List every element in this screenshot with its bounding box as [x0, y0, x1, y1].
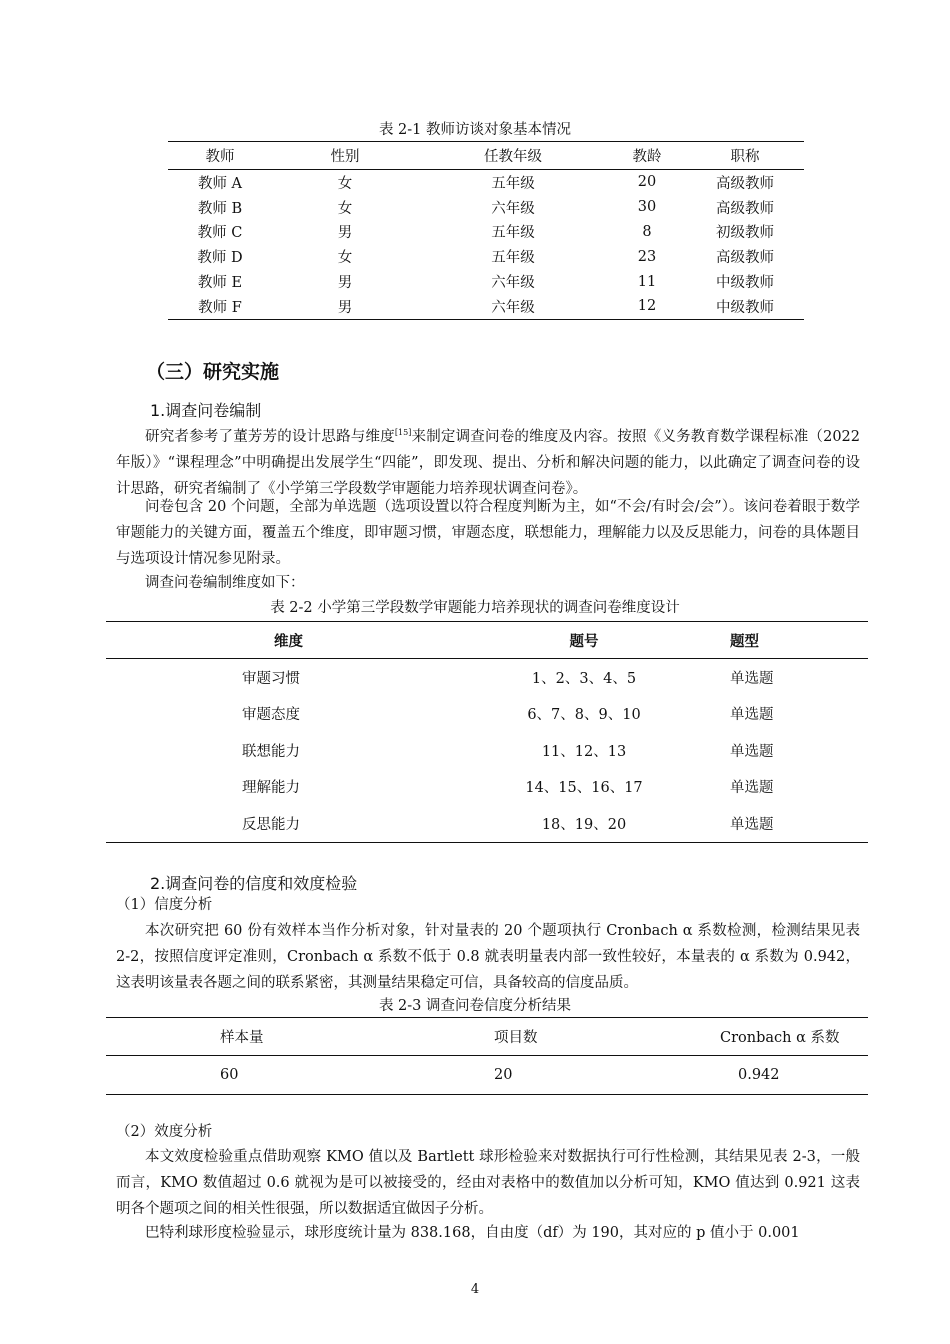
column-header: 题号 [446, 622, 722, 659]
table-cell: 高级教师 [716, 200, 774, 217]
table-cell: 中级教师 [716, 299, 774, 316]
table-cell: 理解能力 [242, 780, 300, 797]
table-cell: 女 [337, 250, 353, 267]
table-cell: 初级教师 [716, 225, 774, 242]
paragraph: 调查问卷编制维度如下： [145, 575, 305, 591]
table-cell: 教师 E [197, 275, 243, 292]
table-cell: 30 [637, 199, 657, 216]
column-header: 维度 [106, 622, 446, 659]
table-cell: 12 [637, 298, 657, 315]
table-cell: 六年级 [491, 275, 535, 292]
paragraph: 本次研究把 60 份有效样本当作分析对象，针对量表的 20 个题项执行 Cronbach α 系数检测，检测结果见表 2-2，按照信度评定准则，Cronbach α 系数不低于 0.8 就表明量表内部一致性较好，本量表的 α 系数为 0.942，这表明该量表各题之间的联系紧密，其测量结果稳定可信，具备较高的信度品质。 [116, 923, 860, 991]
column-header: 职称 [686, 142, 804, 170]
table-cell: 五年级 [491, 175, 535, 192]
table-cell: 教师 D [197, 250, 243, 267]
table-cell: 中级教师 [716, 275, 774, 292]
table-cell: 六年级 [491, 299, 535, 316]
paragraph: 巴特利球形度检验显示，球形度统计量为 838.168，自由度（df）为 190，其对应的 p 值小于 0.001 [145, 1225, 800, 1241]
subsection-heading: 1.调查问卷编制 [150, 401, 262, 420]
table-row [106, 696, 868, 733]
table-header-row [168, 142, 804, 170]
table-cell: 20 [494, 1067, 513, 1083]
table-row [168, 269, 804, 294]
citation-reference: [15] [394, 428, 412, 437]
page-number: 4 [470, 1282, 480, 1297]
table-row [106, 659, 868, 696]
paragraph [116, 420, 860, 502]
table3-caption: 表 2-3 调查问卷信度分析结果 [378, 998, 572, 1014]
table-cell: 五年级 [491, 225, 535, 242]
paragraph: 问卷包含 20 个问题，全部为单选题（选项设置以符合程度判断为主，如“不会/有时会/会”）。该问卷着眼于数学审题能力的关键方面，覆盖五个维度，即审题习惯，审题态度，联想能力，理解能力以及反思能力，问卷的具体题目与选项设计情况参见附录。 [116, 499, 860, 567]
table-cell: 11 [637, 273, 657, 290]
paragraph-text: 研究者参考了董芳芳的设计思路与维度 [145, 429, 395, 445]
table-cell: 联想能力 [242, 743, 300, 760]
section-heading: （三）研究实施 [146, 361, 280, 383]
table-cell: 男 [337, 275, 353, 292]
table-cell: 单选题 [730, 780, 774, 797]
column-header: 教师 [168, 142, 272, 170]
table-row [168, 195, 804, 220]
table-cell: 60 [220, 1067, 239, 1083]
table-cell: 女 [337, 200, 353, 217]
table-cell: 高级教师 [716, 250, 774, 267]
table-row [106, 732, 868, 769]
table2-caption: 表 2-2 小学第三学段数学审题能力培养现状的调查问卷维度设计 [270, 600, 680, 616]
table-cell: 11、12、13 [541, 743, 627, 760]
table-header-row [106, 1018, 868, 1056]
questionnaire-dimension-table [106, 621, 868, 843]
table-cell: 6、7、8、9、10 [527, 707, 641, 724]
table-row [106, 1056, 868, 1095]
column-header: 项目数 [386, 1018, 622, 1056]
table-row [168, 220, 804, 245]
table-cell: 审题习惯 [242, 670, 300, 687]
column-header: Cronbach α 系数 [622, 1018, 868, 1056]
table-cell: 教师 F [198, 299, 242, 316]
table1-caption: 表 2-1 教师访谈对象基本情况 [378, 122, 572, 138]
column-header: 题型 [722, 622, 868, 659]
table-row [168, 244, 804, 269]
column-header: 教龄 [608, 142, 686, 170]
table-cell: 23 [637, 248, 657, 265]
table-cell: 20 [637, 174, 657, 191]
table-row [168, 294, 804, 319]
subsection-heading: 2.调查问卷的信度和效度检验 [150, 874, 358, 893]
table-cell: 单选题 [730, 707, 774, 724]
table-cell: 1、2、3、4、5 [531, 670, 637, 687]
table-cell: 18、19、20 [541, 816, 627, 833]
column-header: 任教年级 [418, 142, 608, 170]
table-cell: 教师 C [197, 225, 243, 242]
table-cell: 男 [337, 299, 353, 316]
table-cell: 五年级 [491, 250, 535, 267]
teacher-info-table [168, 141, 804, 320]
table-cell: 高级教师 [716, 175, 774, 192]
reliability-result-table [106, 1017, 868, 1095]
table-cell: 审题态度 [242, 707, 300, 724]
table-cell: 8 [642, 223, 652, 240]
table-row [106, 805, 868, 842]
table-row [168, 170, 804, 195]
table-cell: 教师 B [197, 200, 243, 217]
table-cell: 男 [337, 225, 353, 242]
subheading: （2）效度分析 [116, 1124, 213, 1140]
table-cell: 六年级 [491, 200, 535, 217]
column-header: 样本量 [106, 1018, 386, 1056]
paragraph: 本文效度检验重点借助观察 KMO 值以及 Bartlett 球形检验来对数据执行可行性检测，其结果见表 2-3，一般而言，KMO 数值超过 0.6 就视为是可以被接受的，经由对表格中的数值加以分析可知，KMO 值达到 0.921 这表明各个题项之间的相关性很强，所以数据适宜做因子分析。 [116, 1149, 860, 1217]
table-cell: 女 [337, 175, 353, 192]
subheading: （1）信度分析 [116, 897, 213, 913]
table-cell: 教师 A [197, 175, 243, 192]
table-cell: 14、15、16、17 [525, 780, 643, 797]
table-cell: 单选题 [730, 670, 774, 687]
table-cell: 反思能力 [242, 816, 300, 833]
table-cell: 单选题 [730, 743, 774, 760]
paragraph-text: 来制定调查问卷的维度及内容。按照《义务教育数学课程标准（2022 年版）》“课程理念”中明确提出发展学生“四能”，即发现、提出、分析和解决问题的能力，以此确定了调查问卷的设计思路，研究者编制了《小学第三学段数学审题能力培养现状调查问卷》。 [116, 429, 860, 497]
table-row [106, 769, 868, 806]
table-header-row [106, 622, 868, 659]
table-cell: 单选题 [730, 816, 774, 833]
table-cell: 0.942 [738, 1067, 780, 1083]
column-header: 性别 [272, 142, 418, 170]
